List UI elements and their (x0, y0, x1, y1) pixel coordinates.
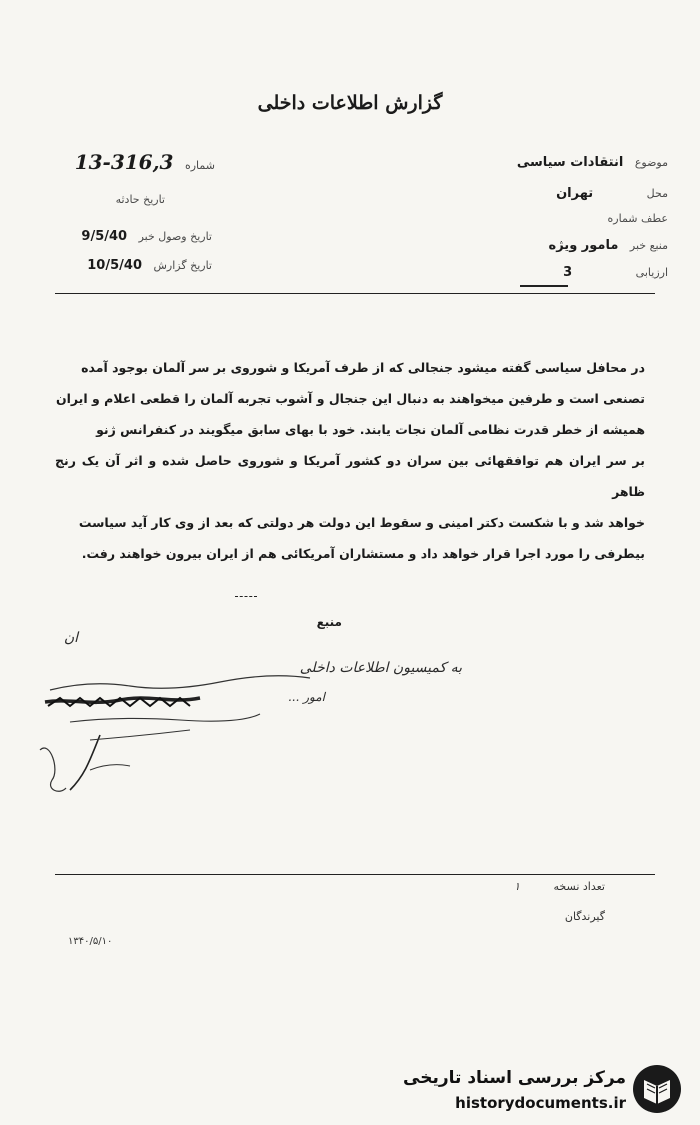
copies-label: تعداد نسخه (553, 880, 605, 893)
place-row (556, 186, 668, 201)
number-row (75, 150, 215, 174)
report-body (55, 352, 645, 569)
ref-label: عطف شماره (607, 212, 668, 225)
place-label: محل (646, 187, 668, 200)
body-line: خواهد شد و با شکست دکتر امینی و سقوط این دولت هر دولتی که بعد از وی کار آید سیاست (78, 515, 645, 530)
handwritten-note: ان (63, 630, 78, 646)
recipients-label: گیرندگان (564, 910, 605, 923)
body-line: در محافل سیاسی گفته میشود جنجالی که از طرف آمریکا و شوروی بر سر آلمان بوجود آمده (81, 360, 645, 375)
receipt-date-value: 9/5/40 (81, 229, 128, 244)
source-row (549, 238, 668, 253)
event-date-row (116, 193, 165, 206)
watermark-line2: historydocuments.ir (455, 1094, 626, 1112)
document-code: ۱۳۴۰/۵/۱۰ (68, 936, 113, 947)
subject-label: موضوع (634, 156, 668, 169)
report-date-row (87, 258, 212, 273)
number-label: شماره (184, 159, 215, 172)
book-icon (630, 1062, 684, 1116)
handwritten-scribbles (30, 640, 350, 810)
copies-value: ۱ (514, 880, 521, 893)
receipt-date-label: تاریخ وصول خبر (138, 230, 212, 243)
source-sign: منبع (316, 615, 342, 629)
evaluation-row (563, 265, 668, 280)
subject-row (517, 155, 668, 170)
ref-row (608, 212, 668, 225)
short-dash (235, 596, 257, 597)
evaluation-underline (520, 285, 568, 287)
source-label: منبع خبر (629, 239, 668, 252)
handwritten-note: به کمیسیون اطلاعات داخلی (299, 660, 462, 676)
evaluation-value: 3 (563, 265, 573, 280)
watermark-line1: مرکز بررسی اسناد تاریخی (403, 1068, 626, 1088)
place-value: تهران (556, 186, 594, 201)
source-value: مامور ویژه (548, 238, 619, 253)
report-date-value: 10/5/40 (87, 258, 142, 273)
evaluation-label: ارزیابی (635, 266, 668, 279)
watermark-logo (403, 1060, 688, 1120)
header-divider (55, 293, 655, 294)
copies-row (514, 880, 605, 893)
document-title: گزارش اطلاعات داخلی (257, 92, 443, 114)
subject-value: انتقادات سیاسی (516, 155, 624, 170)
report-date-label: تاریخ گزارش (153, 259, 212, 272)
handwritten-note: امور ... (287, 690, 325, 704)
body-line: بر سر ایران هم توافقهائی بین سران دو کشور آمریکا و شوروی حاصل شده و اثر آن یک رنج ظاهر (55, 453, 645, 499)
footer-divider (55, 874, 655, 875)
body-line: بیطرفی را مورد اجرا قرار خواهد داد و مستشاران آمریکائی هم از ایران بیرون خواهند رفت. (81, 546, 645, 561)
body-line: تصنعی است و طرفین میخواهند به دنبال این جنجال و آشوب تجربه آلمان را قطعی اعلام و ایران (55, 391, 645, 406)
event-date-label: تاریخ حادثه (115, 193, 165, 206)
number-value: 316,3-13 (74, 150, 174, 174)
receipt-date-row (81, 229, 212, 244)
body-line: همیشه از خطر قدرت نظامی آلمان نجات یابند. خود با بهای سابق میگویند در کنفرانس ژنو (96, 422, 645, 437)
